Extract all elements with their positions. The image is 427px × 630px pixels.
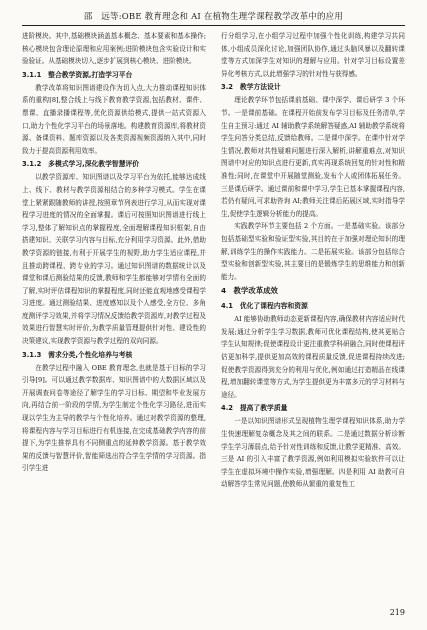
section-heading: 3.1.2 多模式学习,深化教学智慧评价 (22, 160, 140, 169)
running-title: 邵 远等:OBE 教育理念和 AI 在植物生理学课程教学改革中的应用 (83, 12, 344, 22)
body-paragraph: 教学改革将知识图谱建设作为切入点,大力推动课程知识体系的重构[8],整合线上与线下教育教学资源,包括教材、课件、票课、直播录播课程等,优化资源供给模式,提供一站式资源入口,助力个性化学习平台的场景落地。构建教育资源库,将教材资源、备课资料、题库资源以及各类资源视频资源纳入其中,同时致力于提高资源利用效率。 (22, 83, 206, 155)
right-column (221, 30, 405, 606)
running-header (22, 7, 405, 26)
section-heading: 3.2 教学方法设计 (221, 83, 281, 92)
page-number: 219 (389, 608, 405, 617)
section-heading: 4.1 优化了课程内容和资源 (221, 302, 308, 311)
body-paragraph: 进阶模块。其中,基础模块涵盖基本概念、基本要素和基本操作;核心模块包含理论原理和应用案例;进阶模块包含实验设计和实验验证。从基础模块切入,逐步扩展到核心模块、进阶模块。 (22, 32, 206, 66)
body-paragraph: 行分组学习,在小组学习过程中加强个性化训练,构建学习共同体,小组成员深化讨论,加强团队协作,通过头脑风暴以及翻转课堂等方式加深学生对知识的理解与应用。针对学习目标设置差异化考核方式,以此增强学习的针对性与获得感。 (221, 32, 405, 78)
section-heading: 3.1.1 整合教学资源,打造学习平台 (22, 70, 133, 79)
body-paragraph: 以教学资源库、知识图谱以及学习平台为依托,能够达成线上、线下、教材与教学资源相结合的多种学习模式。学生在课堂上紧紧跟随教师的讲授,按照章节列表进行学习,从而实现对课程学习进度的情况的全面掌握。课后可按照知识图谱进行线上学习,整体了解知识点的掌握程度,全面理解课程知识框架,自由搭建知识、关联学习内容与目标,充分利用学习资源。此外,借助教学资源的链接,有利于开展学生的视野,助力学生适应课程,并且推动跨课程、跨专业的学习。通过知识图谱的数据统计以及课堂和课后测验结果的反馈,教师和学生都能够对学情有全面的了解,实时评估课程知识的掌握程度,同时还能直观地感受课程学习进度。通过测验结果、进度感知以及个人感受,全方位、多角度测评学习效果,并将学习情况反馈给教学资源库,对教学过程及效果进行智慧实时评价,为教学质量管理提供针对性、建设性的决策建议,实现教学资源与教学过程的双向同源。 (22, 173, 206, 346)
body-paragraph: 在教学过程中融入 OBE 教育理念,也就是基于目标的学习引导[9]。可以通过教学数据库、知识图谱中的大数据区域以及开展调查问卷等途径了解学生的学习目标、期望和毕业发展方向,再结合前一阶段的学情,为学生制定个性化学习路径,进而实现以学生为主导的教学与个性化培养。通过对教学资源的整理,将课程内容与学习目标进行有机连接,在完成基础教学内容的前提下,为学生推荐具有不同侧重点的延伸教学资源。基于教学效果的反馈与智慧评价,智能筛选出符合学生学情的学习资源。指引学生进 (22, 363, 206, 473)
body-paragraph: 理论教学环节包括课前基础、课中深学、课后研学 3 个环节。一是课前基础。在课程开始前发布学习目标及任务清单,学生自主预习:通过 AI 辅助教学系统解答疑惑,AI 辅助教学系统将学生问答分类总结,反馈给教师。二是课中深学。在课中针对学生情况,教师对共性疑难问题进行深入解析,讲解重难点,对知识图谱中对应的知识点进行更新,真实再现系统回复的针对性和精准性;同时,在课堂中开展随堂测验,发布个人或团体拓展任务。三是课后研学。通过课前和课中学习,学生已基本掌握课程内容,若仍有疑问,可求助咨询 AI;教师关注课后拓展区域,实时指导学生,促使学生逻辑分析能力的提高。 (221, 96, 405, 218)
left-column (22, 30, 206, 606)
section-heading: 4 教学改革成效 (221, 286, 278, 296)
body-paragraph: 实践教学环节主要包括 2 个方面。一是基础实验。该部分包括基础型实验和验证型实验,其目的在于加强对理论知识的理解,训练学生的操作实践能力。二是拓展实验。该部分包括综合型实验和创新型实验,其主要目的是锻炼学生的思维能力和创新能力。 (221, 222, 405, 281)
section-heading: 3.1.3 需求分类,个性化培养与考核 (22, 350, 133, 359)
section-heading: 4.2 提高了教学质量 (221, 404, 288, 413)
body-paragraph: AI 能够协助教师动态更新课程内容,确保教材内容适应时代发展;通过分析学生学习数据,教师可优化课程结构,使其更贴合学生认知规律;促使课程设计更注重教学科研融合,同时使课程评估更加科学,提供更加高效的课程质量反馈,促进课程持续改进;促使教学资源得到充分的利用与优化,例如通过打造精品在线课程,增加翻转课堂等方式,为学生提供更为丰富多元的学习材料与途径。 (221, 315, 405, 399)
body-paragraph: 一是以知识图谱形式呈现植物生理学课程知识体系,助力学生快速理解复杂概念及其之间的联系。二是通过数据分析诊断学生学习薄弱点,给予针对性训练和反馈,让教学更精准、高效。三是 AI 的引入丰富了教学资源,例如利用模拟实验软件可以让学生在虚拟环境中操作实验,增强理解。四是利用 AI 助教可自动解答学生常见问题,使教师从繁重的重复性工 (221, 417, 405, 489)
